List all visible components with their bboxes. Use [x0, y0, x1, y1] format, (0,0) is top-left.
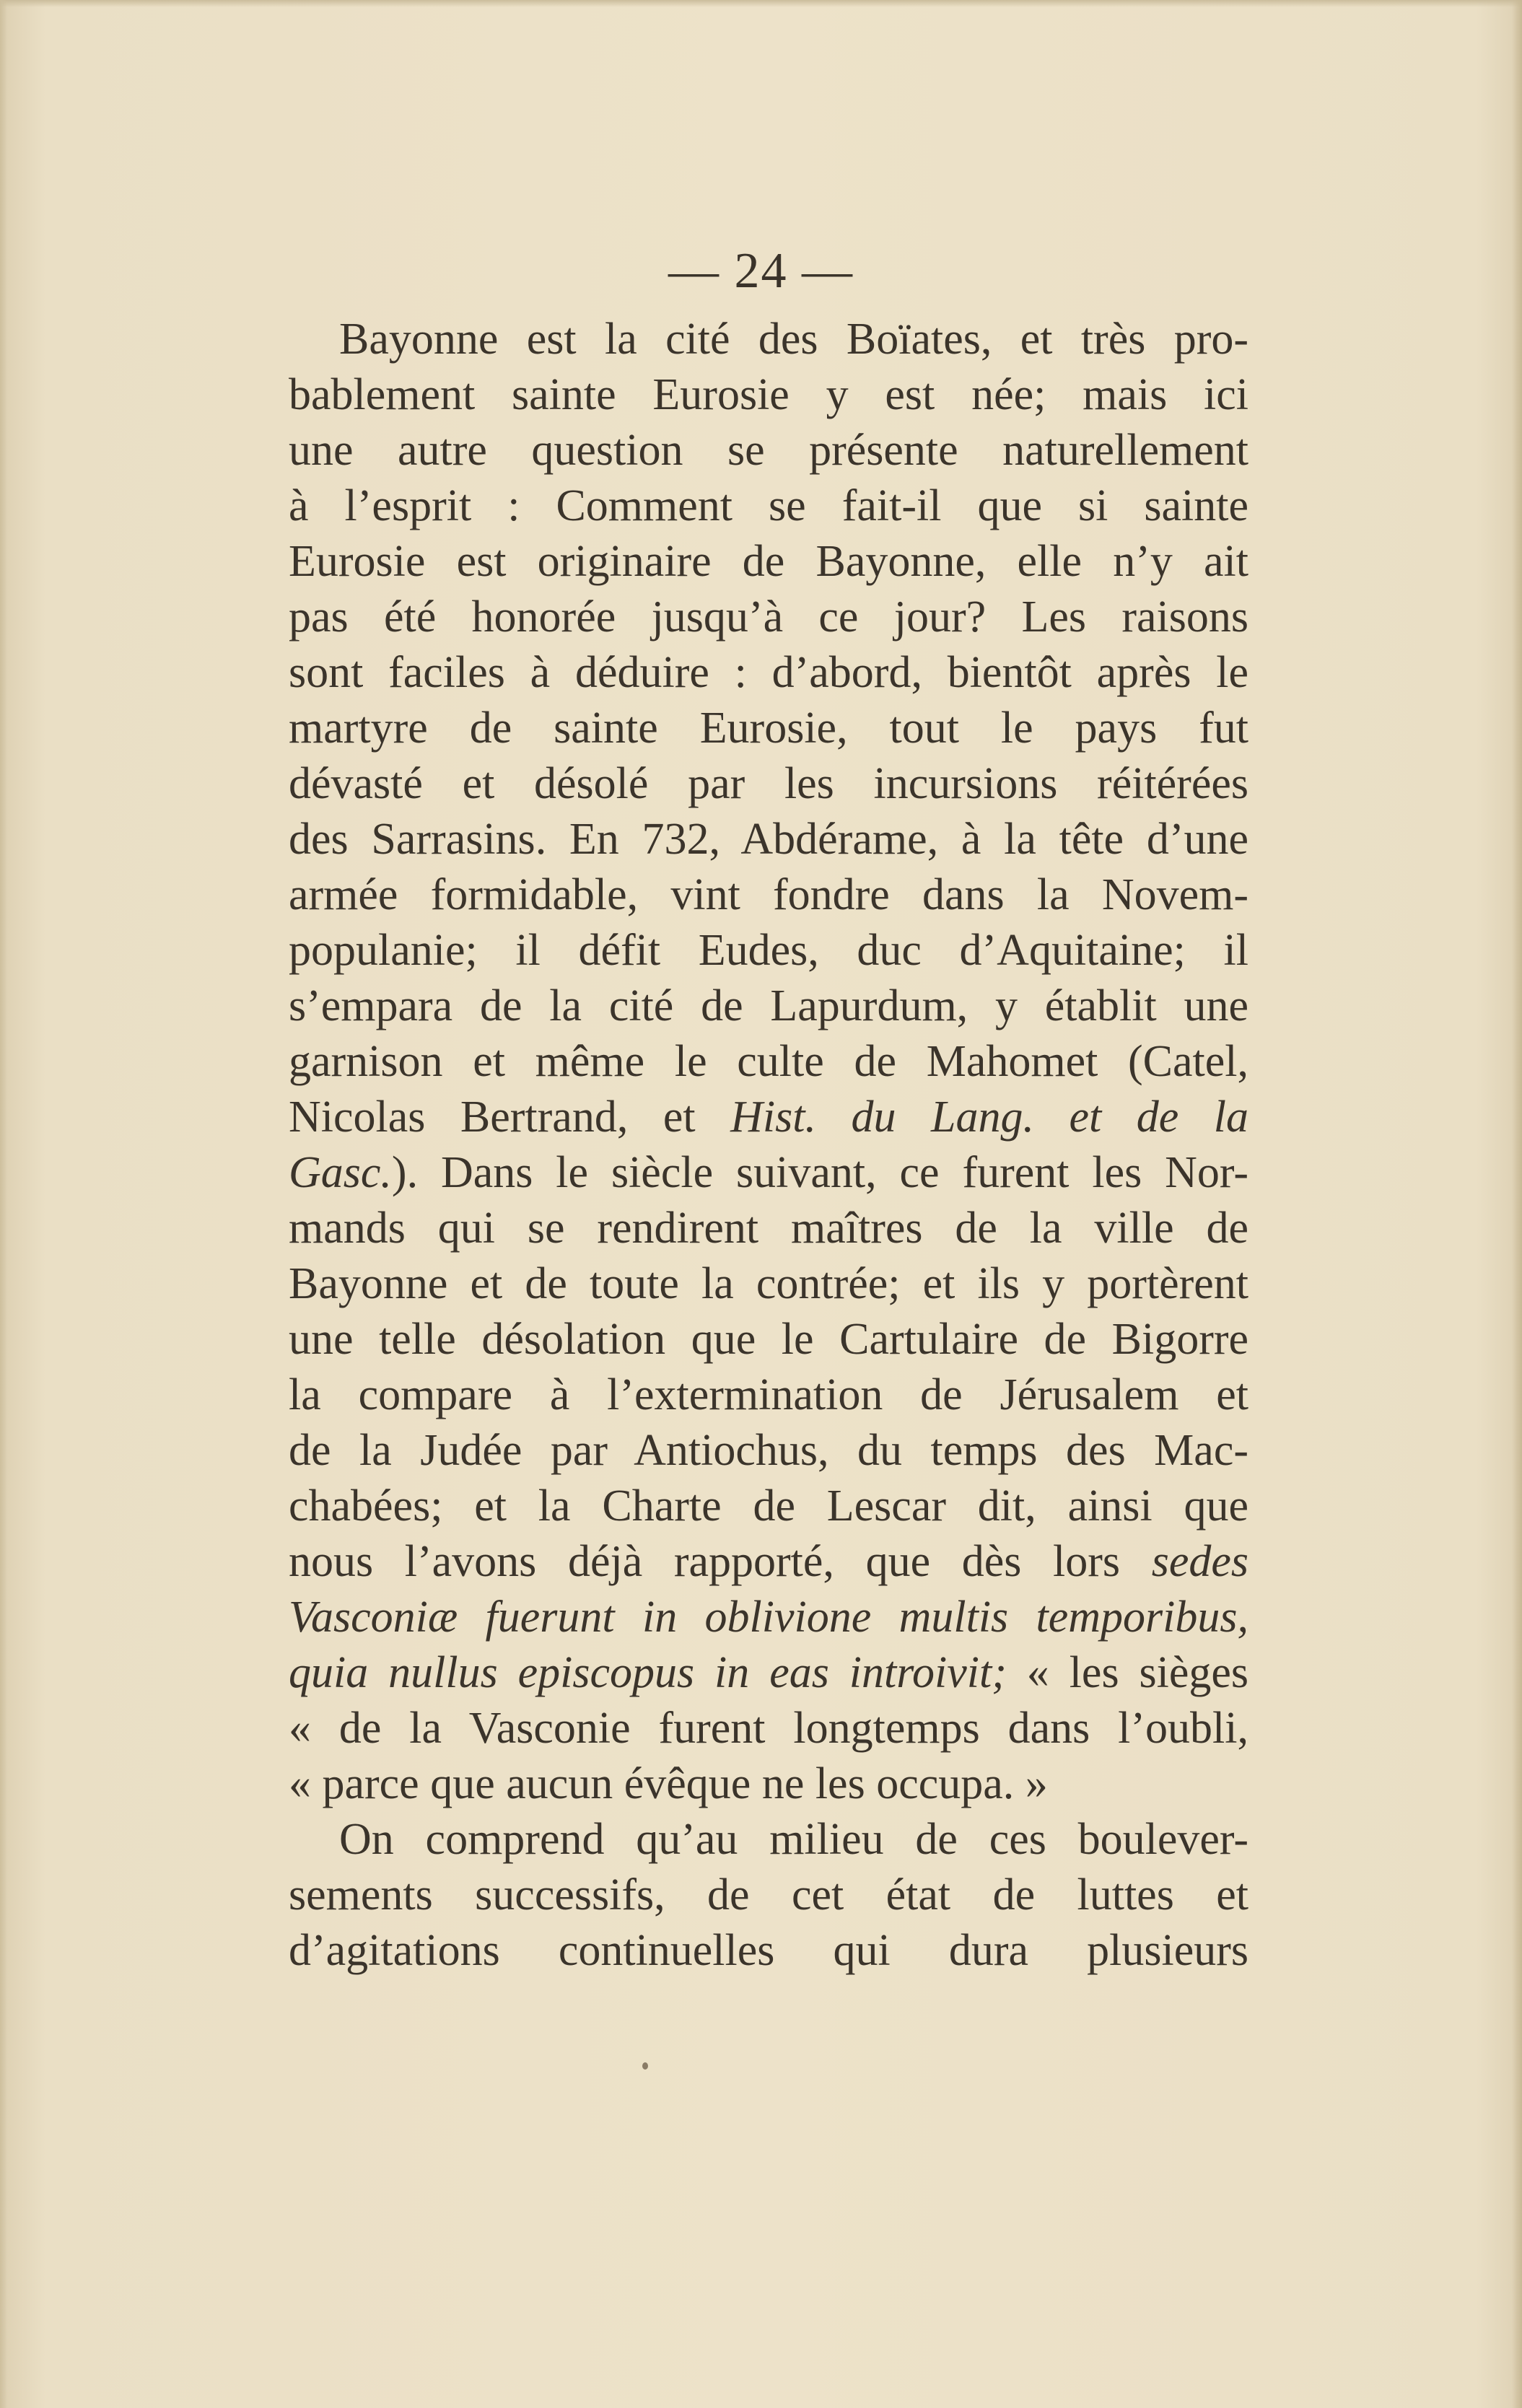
text-line: bablement sainte Eurosie y est née; mais ici [289, 370, 1248, 419]
text-line: pas été honorée jusqu’à ce jour? Les raisons [289, 592, 1248, 642]
page-number: — 24 — [668, 243, 854, 299]
text-line: Eurosie est originaire de Bayonne, elle n’y ait [289, 537, 1248, 586]
text-line: une telle désolation que le Cartulaire de Bigorre [289, 1315, 1248, 1364]
text-line: On comprend qu’au milieu de ces boulever- [339, 1815, 1248, 1864]
page-edge-top [0, 0, 1522, 7]
text-line: sements successifs, de cet état de luttes et [289, 1870, 1248, 1919]
text-segment: ). Dans le siècle suivant, ce furent les Nor- [391, 1148, 1248, 1197]
text-line: populanie; il défit Eudes, duc d’Aquitaine; il [289, 926, 1248, 975]
text-line [289, 1590, 1248, 1645]
text-line: de la Judée par Antiochus, du temps des Mac- [289, 1426, 1248, 1475]
text-line [289, 1145, 1248, 1201]
text-line: à l’esprit : Comment se fait-il que si sainte [289, 481, 1248, 530]
text-line: d’agitations continuelles qui dura plusieurs [289, 1926, 1248, 1975]
text-line [289, 1645, 1248, 1701]
text-line: « parce que aucun évêque ne les occupa. » [289, 1759, 1048, 1808]
text-segment: nous l’avons déjà rapporté, que dès lors [289, 1537, 1152, 1586]
text-line: armée formidable, vint fondre dans la Novem- [289, 870, 1248, 919]
text-line [289, 1534, 1248, 1590]
text-line: la compare à l’extermination de Jérusalem et [289, 1370, 1248, 1419]
page-edge-left [0, 0, 7, 2408]
text-line: chabées; et la Charte de Lescar dit, ainsi que [289, 1481, 1248, 1531]
text-line: Bayonne et de toute la contrée; et ils y portèrent [289, 1259, 1248, 1308]
page-edge-right [1512, 0, 1522, 2408]
text-line: « de la Vasconie furent longtemps dans l’oubli, [289, 1704, 1248, 1753]
text-segment: Nicolas Bertrand, et [289, 1093, 731, 1142]
italic-text: Vasconiæ fuerunt in oblivione multis temporibus, [289, 1593, 1248, 1642]
italic-text: sedes [1151, 1537, 1248, 1586]
text-segment: « les sièges [1006, 1648, 1248, 1697]
text-line: s’empara de la cité de Lapurdum, y établit une [289, 981, 1248, 1030]
text-line: dévasté et désolé par les incursions réitérées [289, 759, 1248, 808]
text-line: mands qui se rendirent maîtres de la ville de [289, 1204, 1248, 1253]
italic-text: Gasc. [289, 1148, 392, 1197]
body-text [289, 312, 1248, 1979]
text-line: sont faciles à déduire : d’abord, bientôt après le [289, 648, 1248, 697]
italic-text: quia nullus episcopus in eas introivit; [289, 1648, 1007, 1697]
text-line: garnison et même le culte de Mahomet (Catel, [289, 1037, 1248, 1086]
text-line: Bayonne est la cité des Boïates, et très pro- [339, 315, 1248, 364]
paper-spot [642, 2062, 648, 2070]
text-line [289, 1090, 1248, 1145]
text-line: martyre de sainte Eurosie, tout le pays fut [289, 704, 1248, 753]
text-line: des Sarrasins. En 732, Abdérame, à la tête d’une [289, 815, 1248, 864]
italic-text: Hist. du Lang. et de la [730, 1093, 1248, 1142]
text-line: une autre question se présente naturellement [289, 426, 1248, 475]
